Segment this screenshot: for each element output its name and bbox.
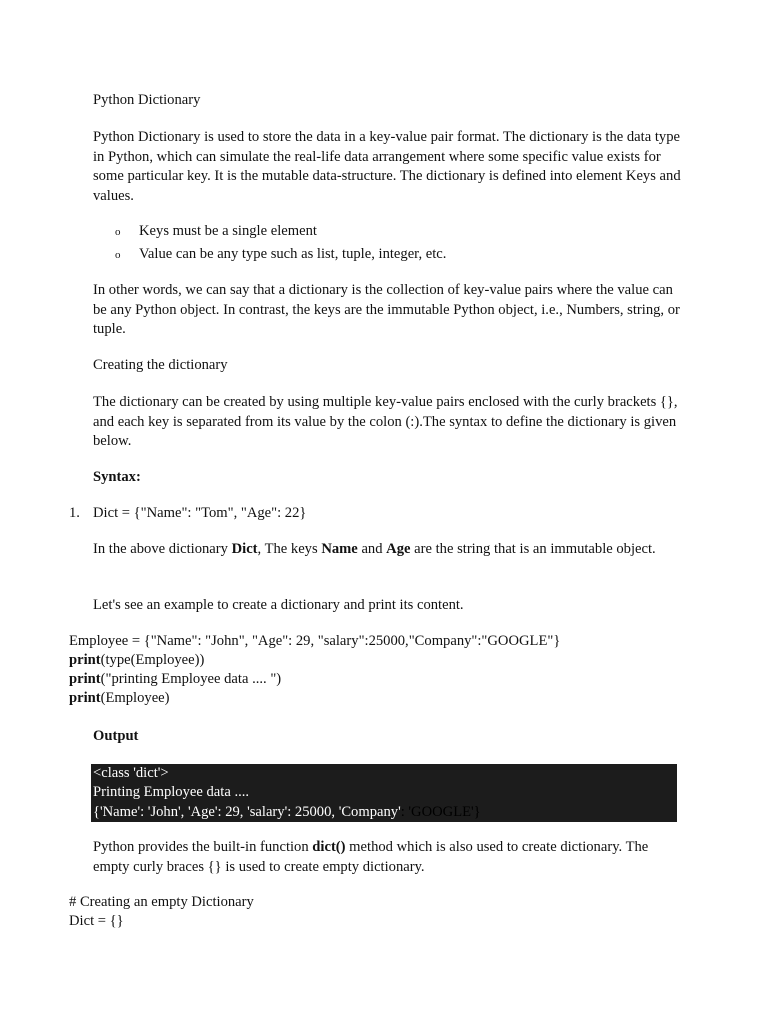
syntax-numbered-item [69, 504, 306, 524]
bold-term-age: Age [386, 541, 411, 557]
bullet-text: Value can be any type such as list, tuple, integer, etc. [139, 246, 447, 262]
code-line [69, 651, 689, 671]
output-console [91, 764, 677, 822]
code-line: Dict = {} [69, 913, 124, 929]
text-run: , The keys [257, 541, 322, 557]
print-keyword: print [69, 690, 101, 706]
bold-term-name: Name [321, 541, 358, 557]
text-run: are the string that is an immutable object. [410, 541, 656, 557]
code-text: (Employee) [100, 690, 170, 706]
syntax-heading [93, 468, 683, 488]
syntax-code: Dict = {"Name": "Tom", "Age": 22} [93, 505, 307, 521]
code-text: (type(Employee)) [100, 652, 205, 668]
intro-paragraph: Python Dictionary is used to store the data in a key-value pair format. The dictionary is the data type in Python, which can simulate the real-life data arrangement where some specific value exists for some particular key. It is the mutable data-structure. The dictionary is defined into element Keys and values. [93, 129, 681, 204]
text-run: and [357, 541, 387, 557]
list-item [115, 222, 446, 245]
code-text: ("printing Employee data .... ") [100, 671, 282, 687]
output-heading [93, 727, 683, 747]
bullet-text: Keys must be a single element [139, 223, 317, 239]
list-number: 1. [69, 505, 80, 521]
above-paragraph [93, 540, 683, 560]
creating-paragraph: The dictionary can be created by using multiple key-value pairs enclosed with the curly brackets {}, and each key is separated from its value by the colon (:).The syntax to define the dictionary is given below. [93, 394, 678, 449]
code-comment: # Creating an empty Dictionary [69, 894, 254, 910]
bullet-list [115, 222, 446, 268]
code-line [69, 670, 689, 690]
page-title: Python Dictionary [93, 92, 201, 108]
output-text: {'Name': 'John', 'Age': 29, 'salary': 25000, 'Company' [93, 803, 401, 820]
text-run: method which is also used to create dictionary. The empty curly braces {} is used to create empty dictionary. [93, 839, 649, 875]
output-heading-text: Output [93, 728, 139, 744]
bullet-marker: o [115, 249, 121, 261]
output-line: Printing Employee data .... [93, 784, 250, 801]
example-intro: Let's see an example to create a dictionary and print its content. [93, 597, 464, 613]
output-line [93, 803, 677, 822]
code-line: Employee = {"Name": "John", "Age": 29, "salary":25000,"Company":"GOOGLE"} [69, 633, 561, 649]
builtin-paragraph [93, 838, 683, 877]
syntax-heading-text: Syntax: [93, 469, 141, 485]
bullet-marker: o [115, 226, 121, 238]
bold-term-dict-func: dict() [312, 839, 346, 855]
print-keyword: print [69, 671, 101, 687]
bold-term-dict: Dict [231, 541, 258, 557]
other-words-paragraph: In other words, we can say that a dictionary is the collection of key-value pairs where the value can be any Python object. In contrast, the keys are the immutable Python object, i.e., Numbers, string, or tuple. [93, 282, 680, 337]
code-line [69, 689, 689, 709]
text-run: Python provides the built-in function [93, 839, 313, 855]
list-item [115, 245, 446, 268]
text-run: In the above dictionary [93, 541, 232, 557]
print-keyword: print [69, 652, 101, 668]
section-heading-creating: Creating the dictionary [93, 357, 228, 373]
output-text-dark: : 'GOOGLE'} [400, 803, 481, 820]
output-line: <class 'dict'> [93, 765, 169, 781]
